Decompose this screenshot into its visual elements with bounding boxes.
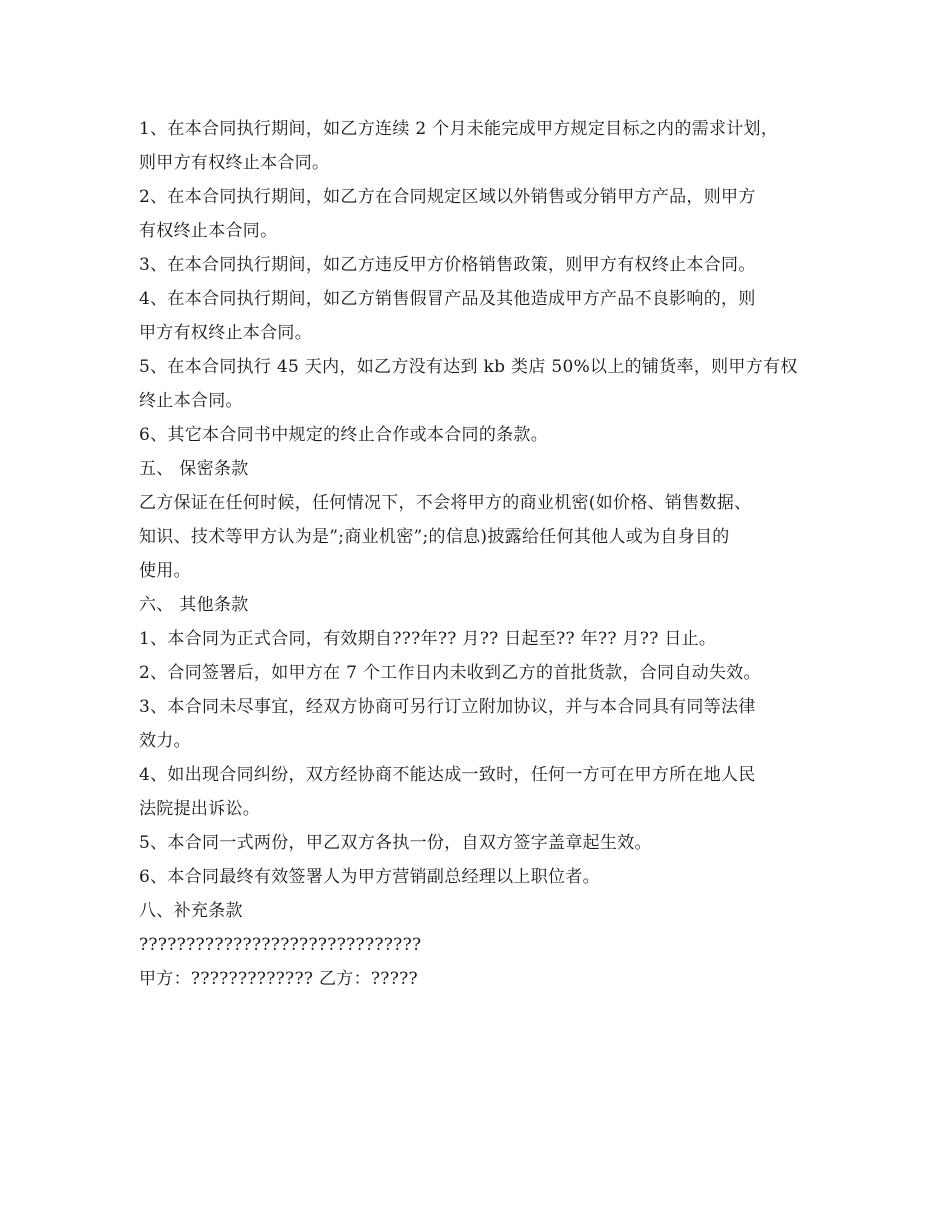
- other-terms-4-line-2: 法院提出诉讼。: [139, 799, 261, 819]
- clause-1-line-2: 则甲方有权终止本合同。: [139, 153, 330, 173]
- section-heading-supplementary: 八、补充条款: [139, 901, 243, 921]
- confidentiality-line-3: 使用。: [139, 561, 191, 581]
- clause-2-line-1: 2、在本合同执行期间，如乙方在合同规定区域以外销售或分销甲方产品，则甲方: [139, 187, 756, 207]
- clause-6-line-1: 6、其它本合同书中规定的终止合作或本合同的条款。: [139, 425, 549, 445]
- confidentiality-line-1: 乙方保证在任何时候，任何情况下，不会将甲方的商业机密(如价格、销售数据、: [139, 493, 752, 513]
- other-terms-2-line-1: 2、合同签署后，如甲方在 7 个工作日内未收到乙方的首批货款，合同自动失效。: [139, 663, 761, 683]
- section-heading-confidentiality: 五、 保密条款: [139, 459, 249, 479]
- other-terms-3-line-1: 3、本合同未尽事宜，经双方协商可另行订立附加协议，并与本合同具有同等法律: [139, 697, 756, 717]
- other-terms-5-line-1: 5、本合同一式两份，甲乙双方各执一份，自双方签字盖章起生效。: [139, 833, 652, 853]
- clause-1-line-1: 1、在本合同执行期间，如乙方连续 2 个月未能完成甲方规定目标之内的需求计划，: [139, 119, 779, 139]
- clause-5-line-2: 终止本合同。: [139, 391, 243, 411]
- section-heading-other-terms: 六、 其他条款: [139, 595, 249, 615]
- confidentiality-line-2: 知识、技术等甲方认为是”;商业机密”;的信息)披露给任何其他人或为自身目的: [139, 527, 730, 547]
- other-terms-1-line-1: 1、本合同为正式合同，有效期自???年?? 月?? 日起至?? 年?? 月?? 日止。: [139, 629, 717, 649]
- document-body: [139, 112, 829, 996]
- other-terms-3-line-2: 效力。: [139, 731, 191, 751]
- other-terms-6-line-1: 6、本合同最终有效签署人为甲方营销副总经理以上职位者。: [139, 867, 600, 887]
- other-terms-4-line-1: 4、如出现合同纠纷，双方经协商不能达成一致时，任何一方可在甲方所在地人民: [139, 765, 756, 785]
- supplementary-placeholder: ??????????????????????????????: [139, 935, 422, 955]
- clause-4-line-1: 4、在本合同执行期间，如乙方销售假冒产品及其他造成甲方产品不良影响的，则: [139, 289, 756, 309]
- clause-2-line-2: 有权终止本合同。: [139, 221, 278, 241]
- clause-3-line-1: 3、在本合同执行期间，如乙方违反甲方价格销售政策，则甲方有权终止本合同。: [139, 255, 756, 275]
- signature-line: 甲方：????????????? 乙方：?????: [139, 969, 418, 989]
- clause-4-line-2: 甲方有权终止本合同。: [139, 323, 312, 343]
- clause-5-line-1: 5、在本合同执行 45 天内，如乙方没有达到 kb 类店 50%以上的铺货率，则甲方有权: [139, 357, 798, 377]
